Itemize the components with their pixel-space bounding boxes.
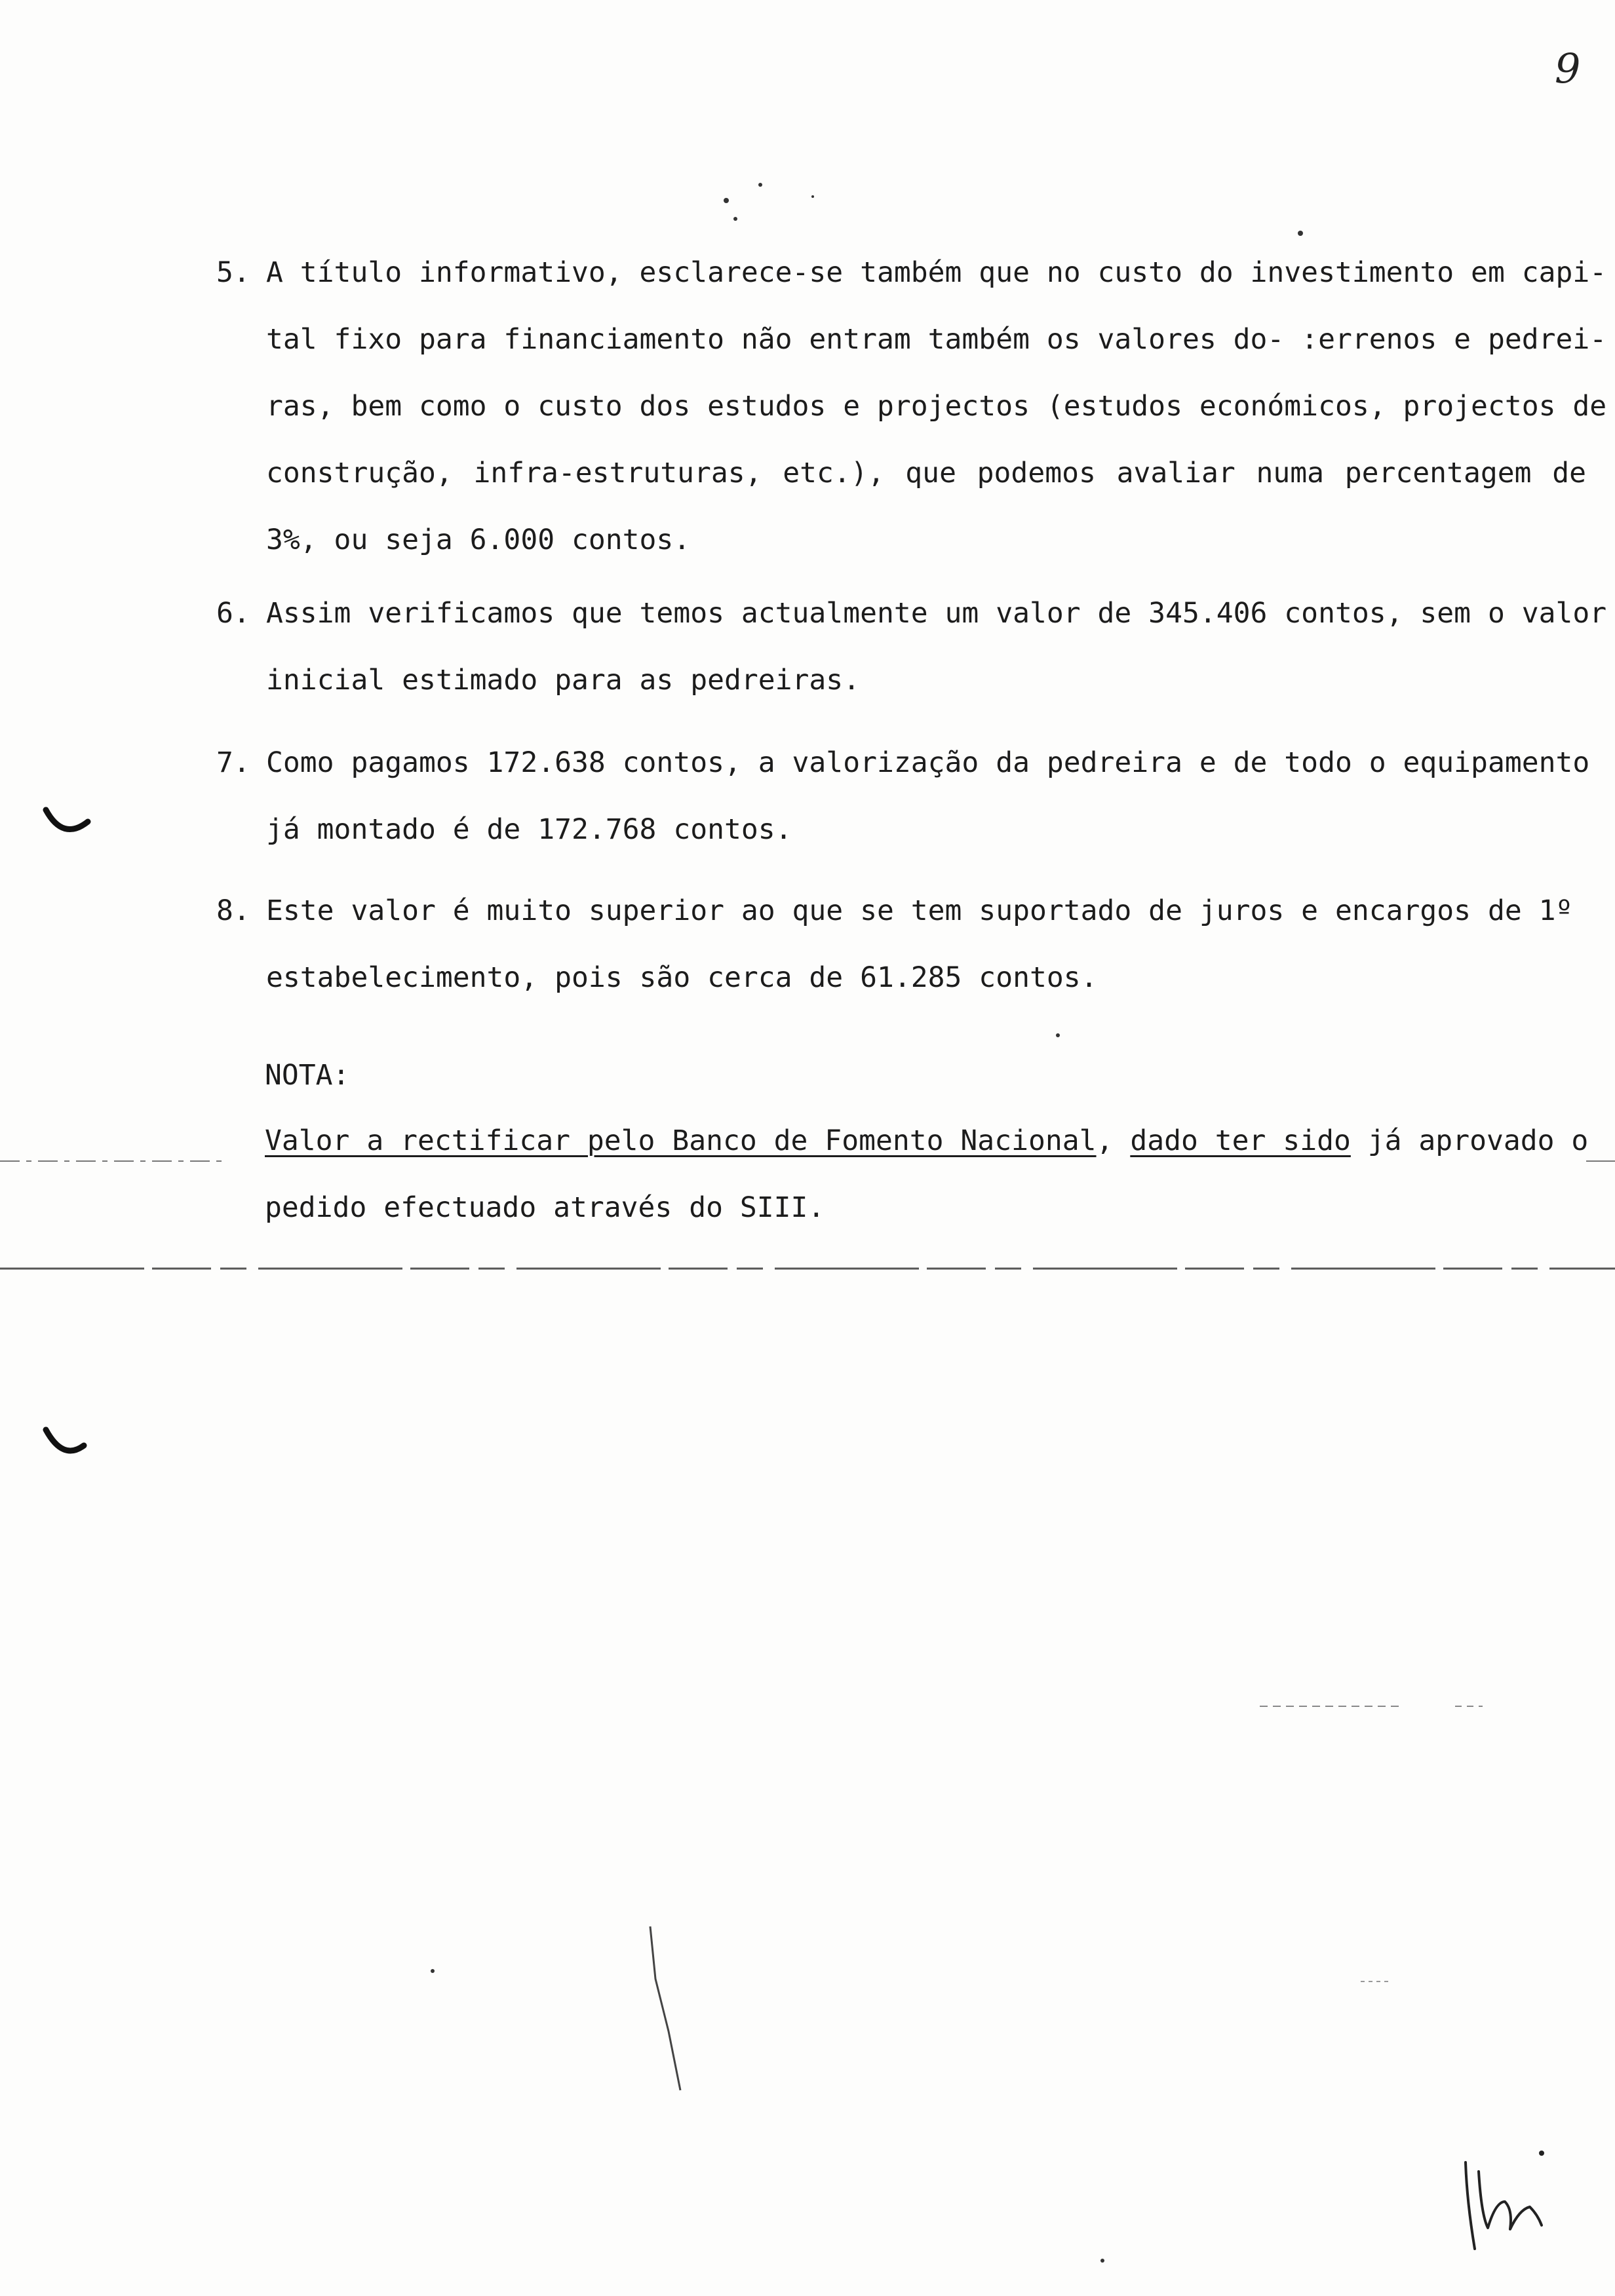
margin-mark [46, 810, 88, 830]
page-number: 9 [1555, 45, 1581, 92]
item-line: inicial estimado para as pedreiras. [266, 664, 861, 697]
nota-separator: , [1096, 1124, 1131, 1157]
nota-line-1-rest: já aprovado o [1350, 1124, 1589, 1157]
scan-specks [431, 183, 1303, 2263]
signature-dot [1539, 2151, 1544, 2156]
signature [1479, 2172, 1542, 2229]
item-line: construção, infra-estruturas, etc.), que podemos avaliar numa percentagem de [266, 457, 1586, 489]
signature [1466, 2162, 1475, 2249]
item-line: Como pagamos 172.638 contos, a valorização da pedreira e de todo o equipamento [266, 746, 1590, 779]
item-line: estabelecimento, pois são cerca de 61.285 contos. [266, 961, 1098, 994]
item-number: 6. [216, 597, 250, 630]
item-line: Assim verificamos que temos actualmente um valor de 345.406 contos, sem o valor [266, 597, 1607, 630]
item-number: 8. [216, 894, 250, 927]
item-number: 7. [216, 746, 250, 779]
item-line: já montado é de 172.768 contos. [266, 813, 792, 846]
item-number: 5. [216, 256, 250, 289]
nota-underlined-text: Valor a rectificar pelo Banco de Fomento Nacional [265, 1124, 1097, 1157]
nota-underlined-text-2: dado ter sido [1130, 1124, 1351, 1157]
pen-stroke [650, 1926, 680, 2090]
item-line: A título informativo, esclarece-se também que no custo do investimento em capi- [266, 256, 1607, 289]
item-line: tal fixo para financiamento não entram também os valores do- :errenos e pedrei- [266, 323, 1607, 356]
item-line: ras, bem como o custo dos estudos e projectos (estudos económicos, projectos de [266, 390, 1607, 423]
item-line: 3%, ou seja 6.000 contos. [266, 524, 691, 556]
nota-line-2: pedido efectuado através do SIII. [265, 1191, 825, 1224]
item-line: Este valor é muito superior ao que se tem suportado de juros e encargos de 1º [266, 894, 1573, 927]
margin-mark [46, 1430, 84, 1451]
nota-heading: NOTA: [265, 1059, 350, 1092]
